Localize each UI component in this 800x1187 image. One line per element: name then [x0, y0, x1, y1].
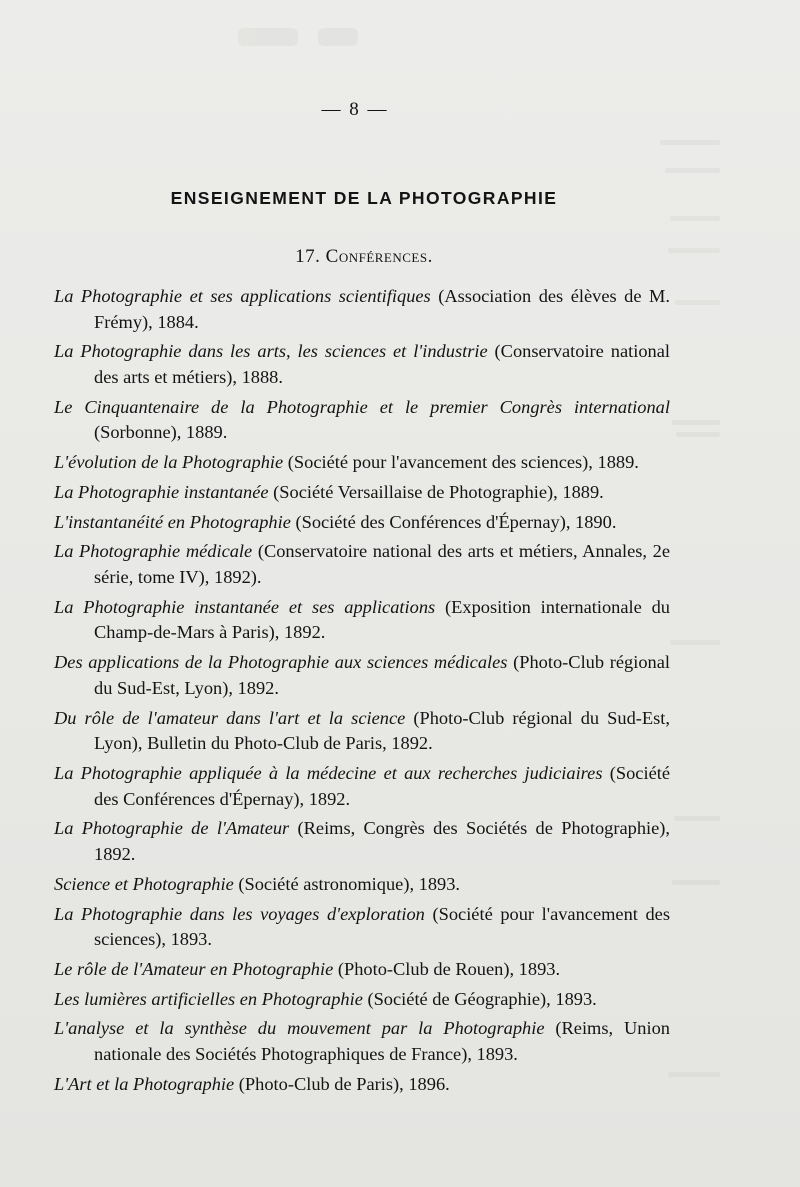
conference-list — [54, 284, 670, 1102]
conference-details: (Conservatoire national des arts et métiers, Annales, 2e série, tome IV), 1892). — [94, 541, 671, 588]
conference-entry — [54, 480, 670, 506]
conference-entry — [54, 816, 670, 867]
conference-title: Le rôle de l'Amateur en Photographie — [54, 958, 334, 979]
conference-entry — [54, 595, 670, 646]
subsection-heading: Conférences. — [325, 246, 433, 267]
conference-details: (Société Versaillaise de Photographie), 1889. — [268, 481, 604, 502]
conference-details: (Photo-Club de Rouen), 1893. — [333, 958, 561, 979]
conference-details: (Société astronomique), 1893. — [233, 873, 461, 894]
conference-details: (Exposition internationale du Champ-de-Mars à Paris), 1892. — [94, 596, 670, 643]
conference-title: Science et Photographie — [54, 873, 234, 894]
conference-title: La Photographie dans les arts, les sciences et l'industrie — [54, 341, 488, 362]
conference-title: Du rôle de l'amateur dans l'art et la science — [54, 707, 406, 728]
conference-title: La Photographie appliquée à la médecine et aux recherches judiciaires — [54, 762, 603, 783]
conference-details: (Reims, Congrès des Sociétés de Photographie), 1892. — [94, 818, 671, 864]
conference-details: (Association des élèves de M. Frémy), 1884. — [94, 286, 670, 332]
conference-details: (Sorbonne), 1889. — [94, 422, 228, 443]
conference-title: L'Art et la Photographie — [54, 1073, 235, 1094]
conference-title: La Photographie de l'Amateur — [54, 818, 290, 839]
conference-entry — [54, 339, 670, 390]
page-number: — 8 — — [321, 99, 389, 120]
conference-title: La Photographie dans les voyages d'exploration — [54, 903, 425, 924]
conference-details: (Photo-Club régional du Sud-Est, Lyon), 1892. — [94, 652, 671, 698]
conference-title: L'analyse et la synthèse du mouvement par la Photographie — [54, 1018, 545, 1039]
conference-entry — [54, 761, 670, 812]
conference-entry — [54, 650, 670, 701]
subsection-number: 17. — [295, 246, 321, 267]
conference-entry — [54, 902, 670, 953]
conference-details: (Société des Conférences d'Épernay), 1890. — [290, 511, 617, 532]
conference-entry — [54, 450, 670, 476]
conference-entry — [54, 987, 670, 1013]
subsection-title — [0, 246, 728, 268]
conference-entry — [54, 706, 670, 757]
conference-title: La Photographie et ses applications scientifiques — [54, 286, 431, 306]
conference-details: (Conservatoire national des arts et métiers), 1888. — [94, 341, 670, 387]
conference-details: (Société pour l'avancement des sciences), 1889. — [283, 452, 639, 473]
conference-details: (Reims, Union nationale des Sociétés Photographiques de France), 1893. — [94, 1018, 670, 1065]
conference-entry — [54, 539, 670, 590]
conference-title: La Photographie instantanée et ses applications — [54, 596, 436, 617]
section-title: ENSEIGNEMENT DE LA PHOTOGRAPHIE — [170, 188, 558, 208]
conference-title: La Photographie instantanée — [54, 481, 269, 502]
conference-details: (Société de Géographie), 1893. — [362, 988, 597, 1009]
conference-entry — [54, 872, 670, 898]
conference-details: (Société des Conférences d'Épernay), 1892. — [94, 762, 670, 809]
conference-title: Des applications de la Photographie aux sciences médicales — [54, 652, 508, 673]
conference-details: (Photo-Club de Paris), 1896. — [234, 1073, 450, 1094]
conference-title: L'instantanéité en Photographie — [54, 511, 291, 532]
conference-entry — [54, 284, 670, 335]
conference-title: Le Cinquantenaire de la Photographie et le premier Congrès international — [54, 396, 670, 417]
conference-title: La Photographie médicale — [54, 541, 253, 562]
conference-entry — [54, 1072, 670, 1098]
conference-title: Les lumières artificielles en Photographie — [54, 988, 363, 1009]
conference-details: (Photo-Club régional du Sud-Est, Lyon), Bulletin du Photo-Club de Paris, 1892. — [94, 707, 670, 754]
conference-title: L'évolution de la Photographie — [54, 452, 284, 473]
conference-entry — [54, 957, 670, 983]
conference-details: (Société pour l'avancement des sciences), 1893. — [94, 903, 671, 950]
conference-entry — [54, 510, 670, 536]
conference-entry — [54, 395, 670, 446]
conference-entry — [54, 1016, 670, 1067]
